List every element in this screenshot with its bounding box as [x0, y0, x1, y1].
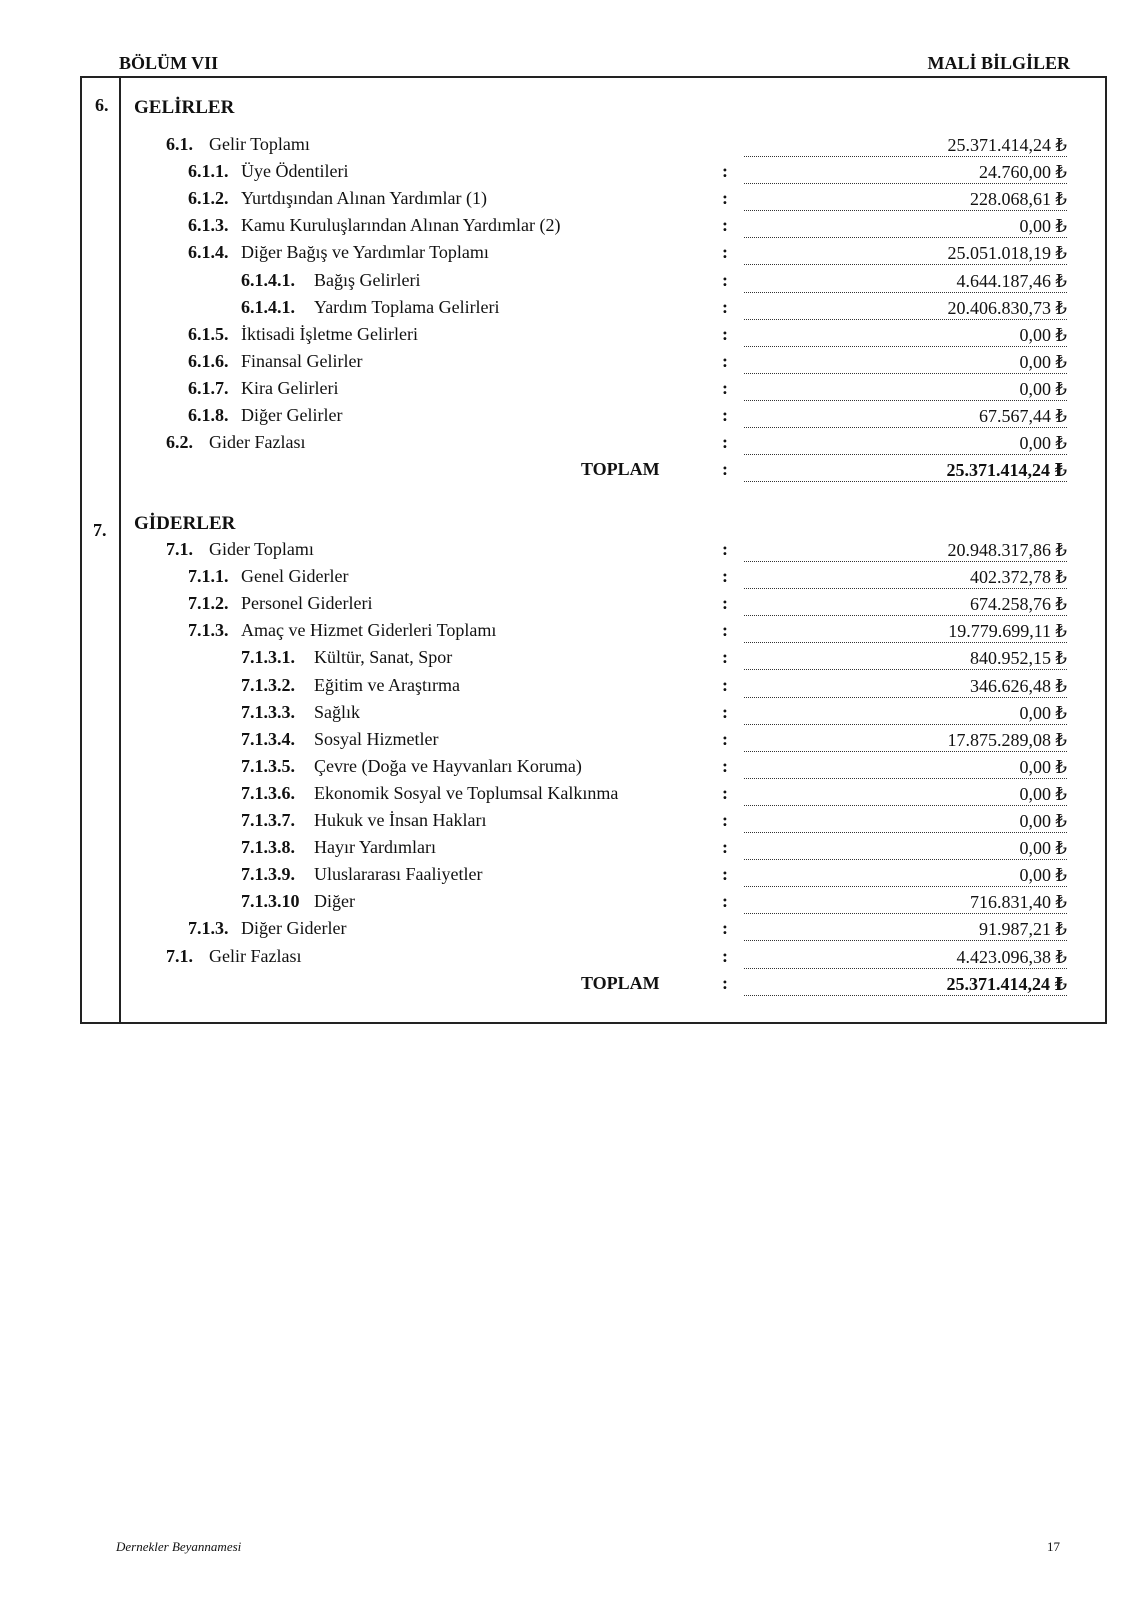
row-code: 7.1.1.: [188, 566, 229, 587]
row-amount: 25.051.018,19 ₺: [744, 242, 1067, 265]
row-code: 6.1.6.: [188, 350, 229, 371]
row-colon: :: [722, 405, 728, 425]
table-row: [0, 783, 1131, 810]
row-label: Genel Giderler: [241, 566, 349, 587]
row-code: 6.1.1.: [188, 161, 229, 182]
row-label: Kültür, Sanat, Spor: [314, 647, 453, 668]
row-colon: :: [722, 810, 728, 830]
row-colon: :: [722, 566, 728, 587]
page-number: 17: [1047, 1539, 1060, 1554]
row-amount: 91.987,21 ₺: [744, 918, 1067, 941]
row-colon: :: [722, 647, 728, 668]
row-code: 7.1.3.: [188, 620, 229, 641]
row-label: Diğer Bağış ve Yardımlar Toplamı: [241, 242, 489, 263]
row-amount: 346.626,48 ₺: [744, 675, 1067, 698]
row-colon: :: [722, 701, 728, 722]
row-label: İktisadi İşletme Gelirleri: [241, 323, 418, 344]
row-label: Diğer Gelirler: [241, 405, 343, 425]
table-row: [0, 729, 1131, 756]
row-amount: 840.952,15 ₺: [744, 647, 1067, 670]
row-code: 7.1.: [166, 945, 193, 966]
table-row: [0, 675, 1131, 702]
row-label: Üye Ödentileri: [241, 161, 349, 182]
row-code: 7.1.3.5.: [241, 755, 295, 776]
row-label: Diğer Giderler: [241, 918, 347, 939]
row-label: Diğer: [314, 891, 355, 912]
row-label: Gelir Fazlası: [209, 945, 302, 966]
row-amount: 0,00 ₺: [744, 351, 1067, 374]
row-label: Amaç ve Hizmet Giderleri Toplamı: [241, 620, 497, 641]
table-row: [0, 188, 1131, 215]
table-row: [0, 539, 1131, 566]
row-amount: 0,00 ₺: [744, 837, 1067, 860]
row-label: Kamu Kuruluşlarından Alınan Yardımlar (2): [241, 215, 561, 236]
row-amount: 0,00 ₺: [744, 756, 1067, 779]
row-code: 6.1.5.: [188, 323, 229, 344]
row-label: Ekonomik Sosyal ve Toplumsal Kalkınma: [314, 782, 619, 803]
row-colon: :: [722, 837, 728, 858]
row-label: Gelir Toplamı: [209, 134, 310, 154]
row-amount: 67.567,44 ₺: [744, 405, 1067, 428]
income-section-title: GELİRLER: [134, 97, 235, 118]
row-label: Finansal Gelirler: [241, 350, 363, 371]
row-amount: 402.372,78 ₺: [744, 566, 1067, 589]
row-colon: :: [722, 350, 728, 371]
total-colon: :: [722, 459, 728, 480]
row-colon: :: [722, 728, 728, 749]
row-code: 7.1.3.: [188, 918, 229, 939]
row-amount: 24.760,00 ₺: [744, 161, 1067, 184]
row-colon: :: [722, 432, 728, 453]
expense-section-title: GİDERLER: [134, 513, 236, 534]
row-colon: :: [722, 377, 728, 398]
row-label: Sosyal Hizmetler: [314, 728, 439, 749]
row-amount: 4.644.187,46 ₺: [744, 270, 1067, 293]
row-colon: :: [722, 864, 728, 885]
total-row: [0, 973, 1131, 1000]
row-label: Gider Toplamı: [209, 539, 314, 559]
row-amount: 0,00 ₺: [744, 864, 1067, 887]
table-row: [0, 566, 1131, 593]
row-label: Kira Gelirleri: [241, 377, 339, 398]
footer-document-title: Dernekler Beyannamesi: [116, 1539, 242, 1554]
row-amount: 0,00 ₺: [744, 324, 1067, 347]
row-label: Bağış Gelirleri: [314, 269, 421, 290]
row-code: 7.1.: [166, 539, 193, 559]
row-amount: 17.875.289,08 ₺: [744, 729, 1067, 752]
total-amount: 25.371.414,24 ₺: [744, 459, 1067, 482]
row-code: 7.1.3.7.: [241, 810, 295, 830]
row-colon: :: [722, 215, 728, 236]
row-label: Personel Giderleri: [241, 593, 373, 614]
table-row: [0, 864, 1131, 891]
table-row: [0, 134, 1131, 161]
row-code: 7.1.3.4.: [241, 728, 295, 749]
table-row: [0, 405, 1131, 432]
row-colon: :: [722, 782, 728, 803]
row-code: 6.2.: [166, 432, 193, 453]
row-amount: 0,00 ₺: [744, 378, 1067, 401]
table-row: [0, 620, 1131, 647]
table-row: [0, 647, 1131, 674]
table-row: [0, 593, 1131, 620]
table-row: [0, 918, 1131, 945]
row-colon: :: [722, 755, 728, 776]
row-code: 7.1.3.10: [241, 891, 300, 912]
total-row: [0, 459, 1131, 486]
row-amount: 25.371.414,24 ₺: [744, 134, 1067, 157]
table-row: [0, 351, 1131, 378]
table-row: [0, 324, 1131, 351]
row-label: Gider Fazlası: [209, 432, 306, 453]
row-colon: :: [722, 918, 728, 939]
total-colon: :: [722, 972, 728, 993]
row-code: 7.1.3.6.: [241, 782, 295, 803]
row-amount: 0,00 ₺: [744, 810, 1067, 833]
row-code: 6.1.2.: [188, 188, 229, 209]
table-row: [0, 432, 1131, 459]
row-code: 7.1.3.8.: [241, 837, 295, 858]
row-amount: 19.779.699,11 ₺: [744, 620, 1067, 643]
row-code: 6.1.4.1.: [241, 296, 295, 317]
row-colon: :: [722, 539, 728, 559]
row-colon: :: [722, 945, 728, 966]
row-colon: :: [722, 161, 728, 182]
row-amount: 20.406.830,73 ₺: [744, 297, 1067, 320]
row-amount: 0,00 ₺: [744, 432, 1067, 455]
total-label: TOPLAM: [581, 459, 660, 480]
row-label: Uluslararası Faaliyetler: [314, 864, 483, 885]
row-amount: 716.831,40 ₺: [744, 891, 1067, 914]
row-code: 6.1.4.1.: [241, 269, 295, 290]
expense-section-number: 7.: [93, 520, 107, 540]
row-colon: :: [722, 242, 728, 263]
table-row: [0, 946, 1131, 973]
table-row: [0, 756, 1131, 783]
row-code: 7.1.3.3.: [241, 701, 295, 722]
section-title: MALİ BİLGİLER: [927, 53, 1070, 73]
row-colon: :: [722, 323, 728, 344]
row-code: 6.1.8.: [188, 405, 229, 425]
row-label: Çevre (Doğa ve Hayvanları Koruma): [314, 755, 582, 776]
table-row: [0, 891, 1131, 918]
row-colon: :: [722, 891, 728, 912]
row-code: 7.1.3.9.: [241, 864, 295, 885]
table-row: [0, 215, 1131, 242]
table-row: [0, 242, 1131, 269]
row-amount: 674.258,76 ₺: [744, 593, 1067, 616]
row-label: Yardım Toplama Gelirleri: [314, 296, 500, 317]
row-code: 7.1.3.1.: [241, 647, 295, 668]
row-code: 7.1.3.2.: [241, 674, 295, 695]
row-amount: 228.068,61 ₺: [744, 188, 1067, 211]
table-row: [0, 270, 1131, 297]
row-amount: 0,00 ₺: [744, 215, 1067, 238]
table-row: [0, 810, 1131, 837]
row-code: 6.1.3.: [188, 215, 229, 236]
row-label: Eğitim ve Araştırma: [314, 674, 460, 695]
table-row: [0, 837, 1131, 864]
table-row: [0, 161, 1131, 188]
row-colon: :: [722, 620, 728, 641]
table-row: [0, 378, 1131, 405]
row-colon: :: [722, 593, 728, 614]
income-section-number: 6.: [95, 95, 109, 115]
row-label: Hukuk ve İnsan Hakları: [314, 810, 487, 830]
row-code: 7.1.2.: [188, 593, 229, 614]
row-label: Sağlık: [314, 701, 361, 722]
row-code: 6.1.: [166, 134, 193, 154]
table-row: [0, 297, 1131, 324]
row-colon: :: [722, 296, 728, 317]
section-label: BÖLÜM VII: [119, 53, 219, 73]
row-colon: :: [722, 674, 728, 695]
row-amount: 0,00 ₺: [744, 783, 1067, 806]
row-code: 6.1.4.: [188, 242, 229, 263]
row-label: Hayır Yardımları: [314, 837, 436, 858]
row-label: Yurtdışından Alınan Yardımlar (1): [241, 188, 487, 209]
row-amount: 20.948.317,86 ₺: [744, 539, 1067, 562]
total-amount: 25.371.414,24 ₺: [744, 973, 1067, 996]
row-colon: :: [722, 269, 728, 290]
row-amount: 0,00 ₺: [744, 702, 1067, 725]
row-code: 6.1.7.: [188, 377, 229, 398]
row-amount: 4.423.096,38 ₺: [744, 946, 1067, 969]
total-label: TOPLAM: [581, 972, 660, 993]
table-row: [0, 702, 1131, 729]
row-colon: :: [722, 188, 728, 209]
